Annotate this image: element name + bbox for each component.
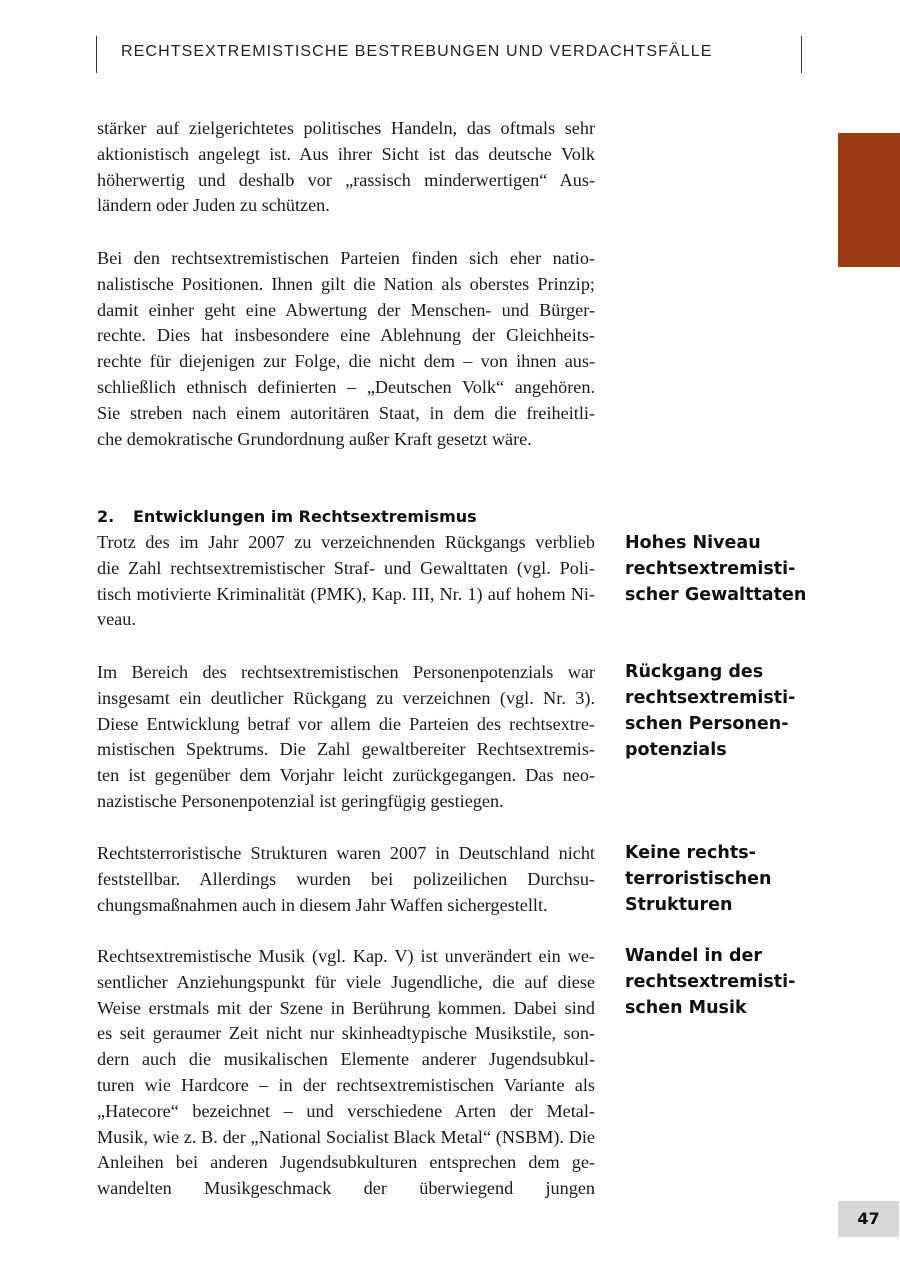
text-line: Sie streben nach einem autoritären Staat, in dem die freiheitli- (97, 402, 595, 423)
chapter-tab-marker (838, 133, 900, 267)
margin-note-line: schen Personen- (625, 714, 789, 734)
text-line: Bei den rechtsextremistischen Parteien finden sich eher natio- (97, 248, 595, 268)
margin-note-music (625, 943, 825, 1021)
text-line: Diese Entwicklung betraf vor allem die Parteien des rechtsextre- (97, 713, 595, 734)
text-line: mistischen Spektrums. Die Zahl gewaltbereiter Rechtsextremis- (97, 739, 595, 760)
text-line: stärker auf zielgerichtetes politisches Handeln, das oftmals sehr (97, 118, 595, 138)
text-line: damit einher geht eine Abwertung der Menschen- und Bürger- (97, 299, 595, 320)
text-line: rechte für diejenigen zur Folge, die nicht dem – von ihnen aus- (97, 351, 595, 372)
paragraph-6 (97, 944, 595, 1202)
text-line: rechte. Dies hat insbesondere eine Ablehnung der Gleichheits- (97, 325, 595, 346)
margin-note-line: rechtsextremisti- (625, 559, 796, 579)
text-line: insgesamt ein deutlicher Rückgang zu verzeichnen (vgl. Nr. 3). (97, 687, 595, 708)
margin-note-line: schen Musik (625, 998, 747, 1018)
text-line: feststellbar. Allerdings wurden bei polizeilichen Durchsu- (97, 868, 595, 889)
paragraph-3 (97, 530, 595, 633)
margin-note-personnel (625, 659, 825, 763)
margin-note-line: scher Gewalttaten (625, 585, 807, 605)
text-line: Musik, wie z. B. der „National Socialist Black Metal“ (NSBM). Die (97, 1126, 595, 1147)
text-line: veau. (97, 609, 136, 630)
text-line: Rechtsterroristische Strukturen waren 2007 in Deutschland nicht (97, 843, 595, 863)
text-line: schließlich ethnisch definierten – „Deutschen Volk“ angehören. (97, 376, 595, 397)
margin-note-terror (625, 840, 825, 918)
section-title: Entwicklungen im Rechtsextremismus (133, 507, 477, 526)
text-line: ländern oder Juden zu schützen. (97, 195, 330, 216)
section-number: 2. (97, 507, 115, 526)
header-rule-right (801, 36, 802, 73)
text-line: aktionistisch angelegt ist. Aus ihrer Sicht ist das deutsche Volk (97, 143, 595, 164)
text-line: nazistische Personenpotenzial ist geringfügig gestiegen. (97, 790, 504, 811)
text-line: turen wie Hardcore – in der rechtsextremistischen Variante als (97, 1074, 595, 1095)
text-line: „Hatecore“ bezeichnet – und verschiedene Arten der Metal- (97, 1100, 595, 1121)
text-line: Weise erstmals mit der Szene in Berührung kommen. Dabei sind (97, 997, 595, 1018)
text-line: dern auch die musikalischen Elemente anderer Jugendsubkul- (97, 1049, 595, 1070)
text-line: Trotz des im Jahr 2007 zu verzeichnenden Rückgangs verblieb (97, 532, 595, 552)
text-line: ten ist gegenüber dem Vorjahr leicht zurückgegangen. Das neo- (97, 765, 595, 786)
margin-note-line: rechtsextremisti- (625, 688, 796, 708)
text-line: es seit geraumer Zeit nicht nur skinheadtypische Musikstile, son- (97, 1023, 595, 1044)
margin-note-line: Keine rechts- (625, 843, 756, 863)
paragraph-4 (97, 660, 595, 815)
text-line: chungsmaßnahmen auch in diesem Jahr Waffen sichergestellt. (97, 894, 548, 915)
text-line: Im Bereich des rechtsextremistischen Personenpotenzials war (97, 662, 595, 682)
margin-note-violence (625, 530, 825, 608)
page-number: 47 (838, 1201, 899, 1237)
margin-note-line: Strukturen (625, 895, 733, 915)
margin-note-line: Hohes Niveau (625, 533, 761, 553)
margin-note-line: terroristischen (625, 869, 772, 889)
text-line: höherwertig und deshalb vor „rassisch minderwertigen“ Aus- (97, 169, 595, 190)
margin-note-line: Wandel in der (625, 946, 763, 966)
text-line: che demokratische Grundordnung außer Kraft gesetzt wäre. (97, 428, 532, 449)
margin-note-line: rechtsextremisti- (625, 972, 796, 992)
text-line: Rechtsextremistische Musik (vgl. Kap. V) ist unverändert ein we- (97, 946, 595, 966)
text-line: wandelten Musikgeschmack der überwiegend jungen (97, 1178, 595, 1199)
text-line: die Zahl rechtsextremistischer Straf- und Gewalttaten (vgl. Poli- (97, 557, 595, 578)
margin-note-line: Rückgang des (625, 662, 764, 682)
text-line: nalistische Positionen. Ihnen gilt die Nation als oberstes Prinzip; (97, 273, 595, 294)
text-line: sentlicher Anziehungspunkt für viele Jugendliche, die auf diese (97, 971, 595, 992)
running-header: RECHTSEXTREMISTISCHE BESTREBUNGEN UND VERDACHTSFÄLLE (121, 43, 713, 60)
header-rule-left (96, 36, 97, 73)
paragraph-2 (97, 246, 595, 452)
text-line: Anleihen bei anderen Jugendsubkulturen entsprechen dem ge- (97, 1152, 595, 1173)
margin-note-line: potenzials (625, 740, 727, 760)
section-heading (97, 505, 597, 529)
paragraph-1 (97, 116, 595, 219)
text-line: tisch motivierte Kriminalität (PMK), Kap. III, Nr. 1) auf hohem Ni- (97, 583, 595, 604)
paragraph-5 (97, 841, 595, 918)
